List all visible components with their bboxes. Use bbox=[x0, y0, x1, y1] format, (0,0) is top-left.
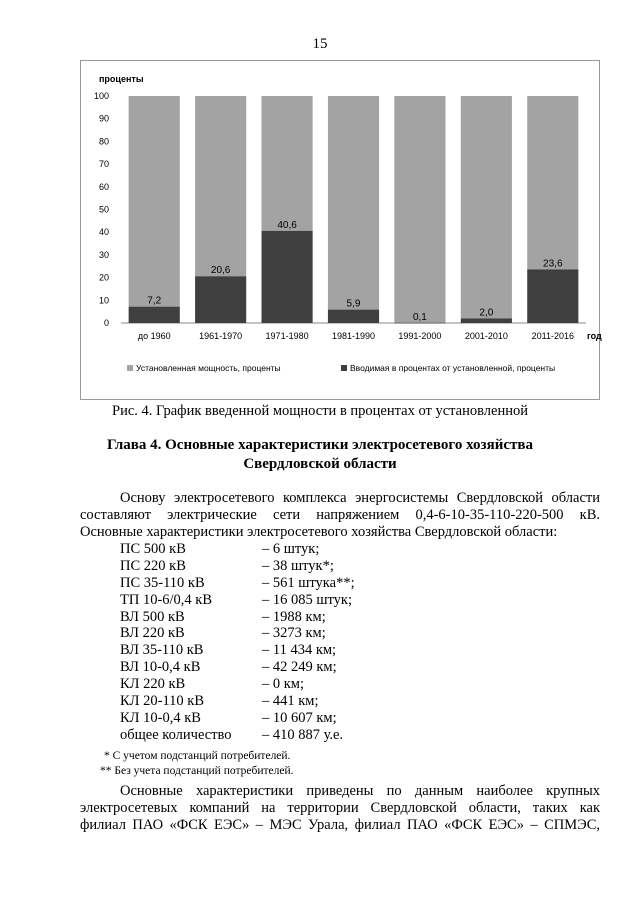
x-tick-label: 1981-1990 bbox=[331, 331, 376, 341]
item-value: – 42 249 км; bbox=[262, 659, 337, 676]
item-value: – 10 607 км; bbox=[262, 709, 337, 726]
item-value: – 410 887 у.е. bbox=[262, 726, 344, 743]
bar-commissioned bbox=[129, 307, 180, 323]
y-tick-label: 80 bbox=[98, 136, 109, 147]
paragraph-sources-line-2: электросетевых компаний на территории Свердловской области, таких как bbox=[80, 800, 600, 816]
bar-commissioned bbox=[394, 323, 445, 324]
list-item bbox=[120, 575, 580, 592]
item-name: общее количество bbox=[120, 726, 232, 743]
list-item bbox=[120, 676, 580, 693]
bar-commissioned bbox=[328, 310, 379, 323]
item-value: – 441 км; bbox=[262, 693, 319, 710]
legend-label-commissioned: Вводимая в процентах от установленной, проценты bbox=[350, 363, 556, 373]
y-tick-label: 30 bbox=[98, 249, 109, 260]
data-label: 23,6 bbox=[543, 258, 563, 270]
item-value: – 1988 км; bbox=[262, 608, 326, 625]
list-item bbox=[120, 693, 580, 710]
item-value: – 38 штук*; bbox=[262, 557, 334, 574]
item-name: КЛ 20-110 кВ bbox=[120, 693, 205, 710]
paragraph-sources bbox=[80, 783, 600, 834]
list-item bbox=[120, 642, 580, 659]
x-tick-label: 2001-2010 bbox=[464, 331, 508, 341]
paragraph-intro-line-1: Основу электросетевого комплекса энергосистемы Свердловской области bbox=[120, 490, 600, 506]
x-axis-label: год bbox=[587, 331, 602, 341]
list-item bbox=[120, 541, 580, 558]
bar-commissioned bbox=[527, 269, 578, 323]
y-tick-label: 100 bbox=[93, 91, 109, 101]
data-label: 20,6 bbox=[210, 265, 231, 277]
y-axis-label: проценты bbox=[99, 74, 144, 84]
x-tick-label: до 1960 bbox=[137, 331, 171, 341]
bar-commissioned bbox=[261, 231, 312, 323]
data-label: 2,0 bbox=[479, 307, 494, 319]
paragraph-intro bbox=[80, 490, 600, 541]
item-value: – 11 434 км; bbox=[262, 642, 337, 659]
y-tick-label: 50 bbox=[98, 204, 109, 215]
item-name: ВЛ 220 кВ bbox=[120, 625, 185, 642]
item-name: ПС 220 кВ bbox=[120, 557, 186, 574]
item-name: КЛ 220 кВ bbox=[120, 676, 186, 693]
list-item bbox=[120, 558, 580, 575]
bar-installed bbox=[328, 96, 379, 310]
list-item bbox=[120, 727, 580, 744]
footnote-2: ** Без учета подстанций потребителей. bbox=[100, 765, 294, 777]
data-label: 7,2 bbox=[147, 295, 162, 307]
item-name: КЛ 10-0,4 кВ bbox=[120, 709, 201, 726]
y-tick-label: 20 bbox=[98, 272, 109, 283]
item-name: ТП 10-6/0,4 кВ bbox=[120, 591, 213, 608]
page-number: 15 bbox=[312, 36, 328, 52]
paragraph-intro-line-3: Основные характеристики электросетевого хозяйства Свердловской области: bbox=[80, 524, 558, 540]
list-item bbox=[120, 659, 580, 676]
item-value: – 561 штука**; bbox=[262, 574, 355, 591]
item-value: – 16 085 штук; bbox=[262, 591, 353, 608]
paragraph-sources-line-3: филиал ПАО «ФСК ЕЭС» – МЭС Урала, филиал ПАО «ФСК ЕЭС» – СПМЭС, bbox=[80, 817, 600, 833]
bar-commissioned bbox=[461, 318, 512, 323]
bar-installed bbox=[129, 96, 180, 307]
stacked-bar-chart bbox=[81, 61, 602, 399]
legend-label-installed: Установленная мощность, проценты bbox=[136, 363, 281, 373]
characteristics-list bbox=[120, 541, 580, 744]
x-tick-label: 1961-1970 bbox=[199, 331, 243, 341]
paragraph-sources-line-1: Основные характеристики приведены по данным наиболее крупных bbox=[120, 783, 600, 799]
figure-caption: Рис. 4. График введенной мощности в процентах от установленной bbox=[112, 403, 528, 419]
x-tick-label: 1991-2000 bbox=[398, 331, 442, 341]
data-label: 40,6 bbox=[277, 219, 297, 231]
x-tick-label: 2011-2016 bbox=[531, 331, 574, 341]
list-item bbox=[120, 625, 580, 642]
legend-swatch-commissioned bbox=[341, 365, 347, 371]
item-name: ПС 35-110 кВ bbox=[120, 574, 205, 591]
item-value: – 6 штук; bbox=[262, 541, 320, 557]
footnotes bbox=[100, 749, 294, 779]
legend-swatch-installed bbox=[127, 365, 133, 371]
list-item bbox=[120, 609, 580, 626]
item-value: – 3273 км; bbox=[262, 625, 326, 642]
item-value: – 0 км; bbox=[262, 676, 304, 693]
data-label: 5,9 bbox=[346, 298, 361, 310]
footnote-1: * С учетом подстанций потребителей. bbox=[104, 750, 291, 762]
bar-installed bbox=[195, 96, 246, 276]
item-name: ВЛ 35-110 кВ bbox=[120, 642, 204, 659]
list-item bbox=[120, 710, 580, 727]
chapter-heading bbox=[0, 436, 640, 474]
item-name: ПС 500 кВ bbox=[120, 541, 186, 557]
bar-commissioned bbox=[195, 276, 246, 323]
chart-frame bbox=[80, 60, 600, 400]
x-tick-label: 1971-1980 bbox=[265, 331, 309, 341]
data-label: 0,1 bbox=[412, 311, 427, 323]
y-tick-label: 70 bbox=[98, 159, 109, 170]
chapter-heading-line-1: Глава 4. Основные характеристики электросетевого хозяйства bbox=[107, 437, 533, 453]
list-item bbox=[120, 592, 580, 609]
y-tick-label: 60 bbox=[98, 181, 109, 192]
bar-installed bbox=[394, 96, 445, 323]
item-name: ВЛ 500 кВ bbox=[120, 608, 185, 625]
bar-installed bbox=[461, 96, 512, 318]
y-tick-label: 10 bbox=[98, 295, 109, 306]
paragraph-intro-line-2: составляют электрические сети напряжением 0,4-6-10-35-110-220-500 кВ. bbox=[80, 507, 600, 523]
y-tick-label: 90 bbox=[98, 113, 109, 124]
chapter-heading-line-2: Свердловской области bbox=[243, 456, 397, 472]
y-tick-label: 40 bbox=[98, 227, 109, 238]
y-tick-label: 0 bbox=[103, 318, 109, 328]
bar-installed bbox=[527, 96, 578, 269]
bar-installed bbox=[261, 96, 312, 231]
item-name: ВЛ 10-0,4 кВ bbox=[120, 659, 201, 676]
